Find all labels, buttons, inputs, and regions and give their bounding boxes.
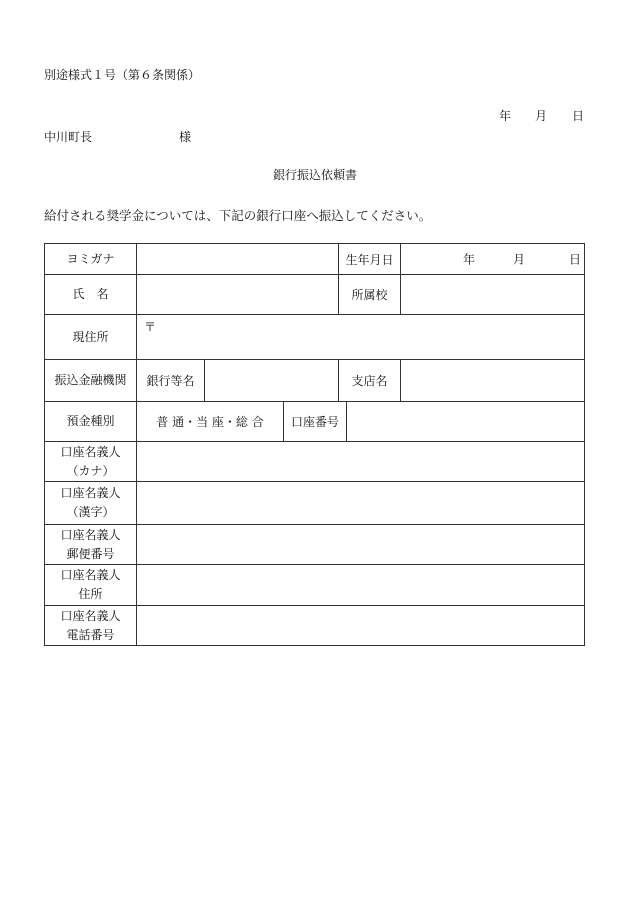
holder-postal-label	[45, 525, 136, 564]
address-label: 現住所	[72, 329, 109, 344]
holder-kanji-label-line2: （漢字）	[66, 505, 115, 519]
holder-kanji-field[interactable]	[136, 482, 584, 524]
holder-phone-field[interactable]	[136, 606, 584, 645]
birthdate-label: 生年月日	[338, 244, 400, 274]
row-bank	[45, 359, 584, 401]
holder-kanji-label-line1: 口座名義人	[60, 486, 121, 500]
intro-text: 給付される奨学金については、下記の銀行口座へ振込してください。	[44, 208, 432, 223]
holder-kana-label-line2: （カナ）	[66, 463, 115, 478]
row-name	[45, 274, 584, 314]
row-address	[45, 314, 584, 359]
branch-name-field[interactable]	[400, 360, 584, 401]
yomigana-field[interactable]	[136, 244, 338, 274]
holder-address-label-line2: 住所	[78, 587, 103, 601]
row-deposit	[45, 401, 584, 441]
honorific: 様	[179, 130, 192, 144]
bank-transfer-form	[44, 243, 585, 646]
document-title: 銀行振込依頼書	[273, 168, 358, 182]
row-yomigana	[45, 244, 584, 274]
addressee: 中川町長	[44, 130, 93, 144]
holder-kanji-label	[45, 482, 136, 524]
holder-phone-label	[45, 606, 136, 645]
holder-phone-label-line1: 口座名義人	[60, 608, 121, 623]
row-holder-kana	[45, 441, 584, 481]
date-day-label: 日	[572, 109, 585, 123]
school-label: 所属校	[338, 275, 400, 314]
row-holder-kanji	[45, 481, 584, 524]
birth-day-label: 日	[569, 252, 582, 267]
deposit-type-label: 預金種別	[66, 414, 115, 428]
holder-phone-label-line2: 電話番号	[66, 627, 115, 642]
birth-month-label: 月	[513, 252, 526, 267]
date-year-label: 年	[499, 109, 512, 123]
branch-name-label: 支店名	[338, 360, 400, 401]
account-number-field[interactable]	[346, 402, 584, 441]
school-field[interactable]	[400, 275, 584, 314]
date-month-label: 月	[535, 109, 548, 123]
birth-year-label: 年	[463, 252, 476, 267]
bank-name-field[interactable]	[204, 360, 338, 401]
bank-name-label: 銀行等名	[136, 360, 204, 401]
deposit-type-options[interactable]: 普 通・当 座・総 合	[136, 402, 283, 441]
row-holder-postal	[45, 524, 584, 564]
name-label: 氏 名	[72, 287, 109, 301]
postal-mark: 〒	[144, 320, 157, 334]
yomigana-label: ヨミガナ	[66, 251, 115, 266]
holder-postal-label-line1: 口座名義人	[60, 527, 121, 542]
birthdate-field[interactable]	[400, 244, 584, 274]
holder-kana-field[interactable]	[136, 442, 584, 481]
bank-institution-label: 振込金融機関	[54, 373, 127, 387]
row-holder-address	[45, 564, 584, 605]
holder-postal-label-line2: 郵便番号	[66, 546, 115, 561]
holder-kana-label	[45, 442, 136, 481]
form-reference: 別途様式１号（第６条関係）	[44, 68, 201, 82]
holder-postal-field[interactable]	[136, 525, 584, 564]
holder-address-label	[45, 565, 136, 605]
holder-address-field[interactable]	[136, 565, 584, 605]
row-holder-phone	[45, 605, 584, 645]
address-field[interactable]	[136, 315, 584, 359]
holder-kana-label-line1: 口座名義人	[60, 444, 121, 459]
name-field[interactable]	[136, 275, 338, 314]
account-number-label: 口座番号	[283, 402, 346, 441]
holder-address-label-line1: 口座名義人	[60, 568, 121, 582]
